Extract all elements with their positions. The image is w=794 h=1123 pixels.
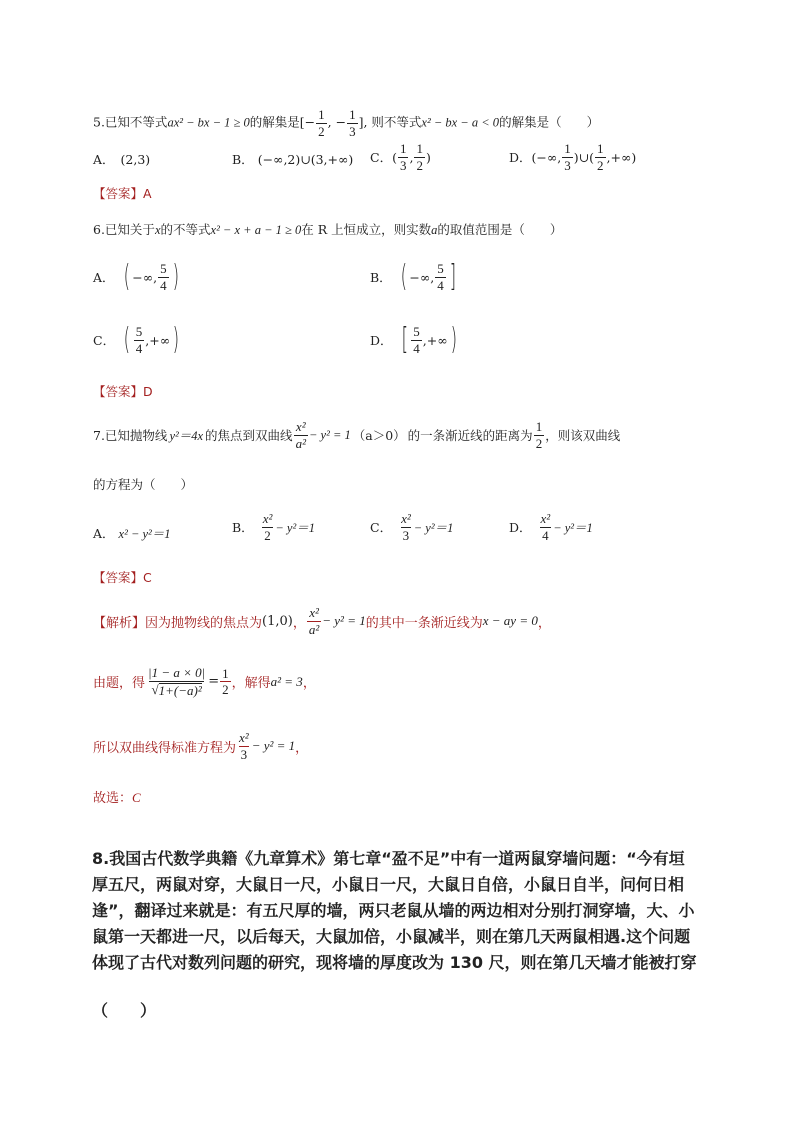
q6-option-b[interactable]: B． ( −∞, $\frac{5}{4}$ ] (370, 259, 456, 295)
q6-ineq: x² − x + a − 1 ≥ 0 (210, 223, 302, 237)
q5-ineq1: ax² − bx − 1 ≥ 0 (167, 115, 250, 130)
q7-option-c[interactable]: C． $\frac{\text{x²}}{3}$ − y²＝1 (370, 511, 454, 543)
q8-line4: 鼠第一天都进一尺，以后每天，大鼠加倍，小鼠减半，则在第几天两鼠相遇.这个问题 (92, 927, 691, 946)
q5-stem: 5.已知不等式ax² − bx − 1 ≥ 0的解集是[− $\frac{1}{2}$ , − $\frac{1}{3}$ ], 则不等式x² − bx − a < 0的解集是（ ） (93, 107, 600, 139)
q5-option-c[interactable]: C． ( $\frac{1}{3}$ , $\frac{1}{2}$ ) (370, 141, 431, 173)
q6-stem: 6.已知关于x的不等式x² − x + a − 1 ≥ 0在 R 上恒成立，则实数a的取值范围是（ ） (93, 222, 563, 237)
q5-answer: 【答案】A (93, 186, 152, 201)
q7-stem: 7.已知抛物线 y²＝4x 的焦点到双曲线 $\frac{\text{x²}}{\text{a²}}$ − y² = 1 （a＞0） 的一条渐近线的距离为 $\frac{1}{2}$ ，则该双曲线 (93, 419, 621, 451)
q5-ineq2: x² − bx − a < 0 (421, 115, 500, 130)
q7-stem-line2: 的方程为（ ） (93, 477, 194, 492)
q5-option-b[interactable]: B． (−∞,2)∪(3,+∞) (232, 151, 354, 167)
q6-option-a[interactable]: A． ( −∞, $\frac{5}{4}$ ) (93, 259, 179, 295)
q7-option-a[interactable]: A． x² − y²＝1 (93, 526, 171, 541)
q7-analysis-line1: 【解析】因为抛物线的焦点为 (1,0) ， $\frac{\text{x²}}{\text{a²}}$ − y² = 1 的其中一条渐近线为 x − ay = 0 ， (93, 605, 551, 637)
q5-option-d[interactable]: D． (−∞, $\frac{1}{3}$ )∪( $\frac{1}{2}$ ,+∞) (509, 141, 637, 173)
q8-line3: 逢”，翻译过来就是：有五尺厚的墙，两只老鼠从墙的两边相对分别打洞穿墙，大、小 (92, 901, 695, 920)
q7-analysis-line2: 由题，得 |1 − a × 0| √ 1+(−a)² = $\frac{1}{2}$ ，解得 a² = 3 ， (93, 665, 316, 698)
q5-frac2: $\frac{1}{3}$ (349, 107, 356, 139)
q7-option-d[interactable]: D． $\frac{\text{x²}}{4}$ − y²＝1 (509, 511, 593, 543)
q7-answer: 【答案】C (93, 570, 152, 585)
q7-analysis-line3: 所以双曲线得标准方程为 $\frac{\text{x²}}{3}$ − y² = 1 ， (93, 730, 309, 762)
q7-analysis-line4: 故选：C (93, 790, 141, 806)
q6-option-c[interactable]: C． ( $\frac{5}{4}$ ,+∞ ) (93, 322, 180, 358)
q6-answer: 【答案】D (93, 384, 153, 399)
q8-line5: 体现了古代对数列问题的研究，现将墙的厚度改为 130 尺，则在第几天墙才能被打穿 (92, 953, 697, 972)
q8-line6: （ ） (92, 1001, 157, 1020)
q7-option-b[interactable]: B． $\frac{\text{x²}}{2}$ − y²＝1 (232, 511, 315, 543)
q5-option-a[interactable]: A． (2,3) (93, 151, 151, 167)
q6-option-d[interactable]: D． [ $\frac{5}{4}$ ,+∞ ) (370, 322, 457, 358)
q8-line2: 厚五尺，两鼠对穿，大鼠日一尺，小鼠日一尺，大鼠日自倍，小鼠日自半，问何日相 (92, 875, 685, 894)
q8-line1: 8.我国古代数学典籍《九章算术》第七章“盈不足”中有一道两鼠穿墙问题：“今有垣 (92, 849, 685, 868)
q5-frac1: $\frac{1}{2}$ (318, 107, 325, 139)
